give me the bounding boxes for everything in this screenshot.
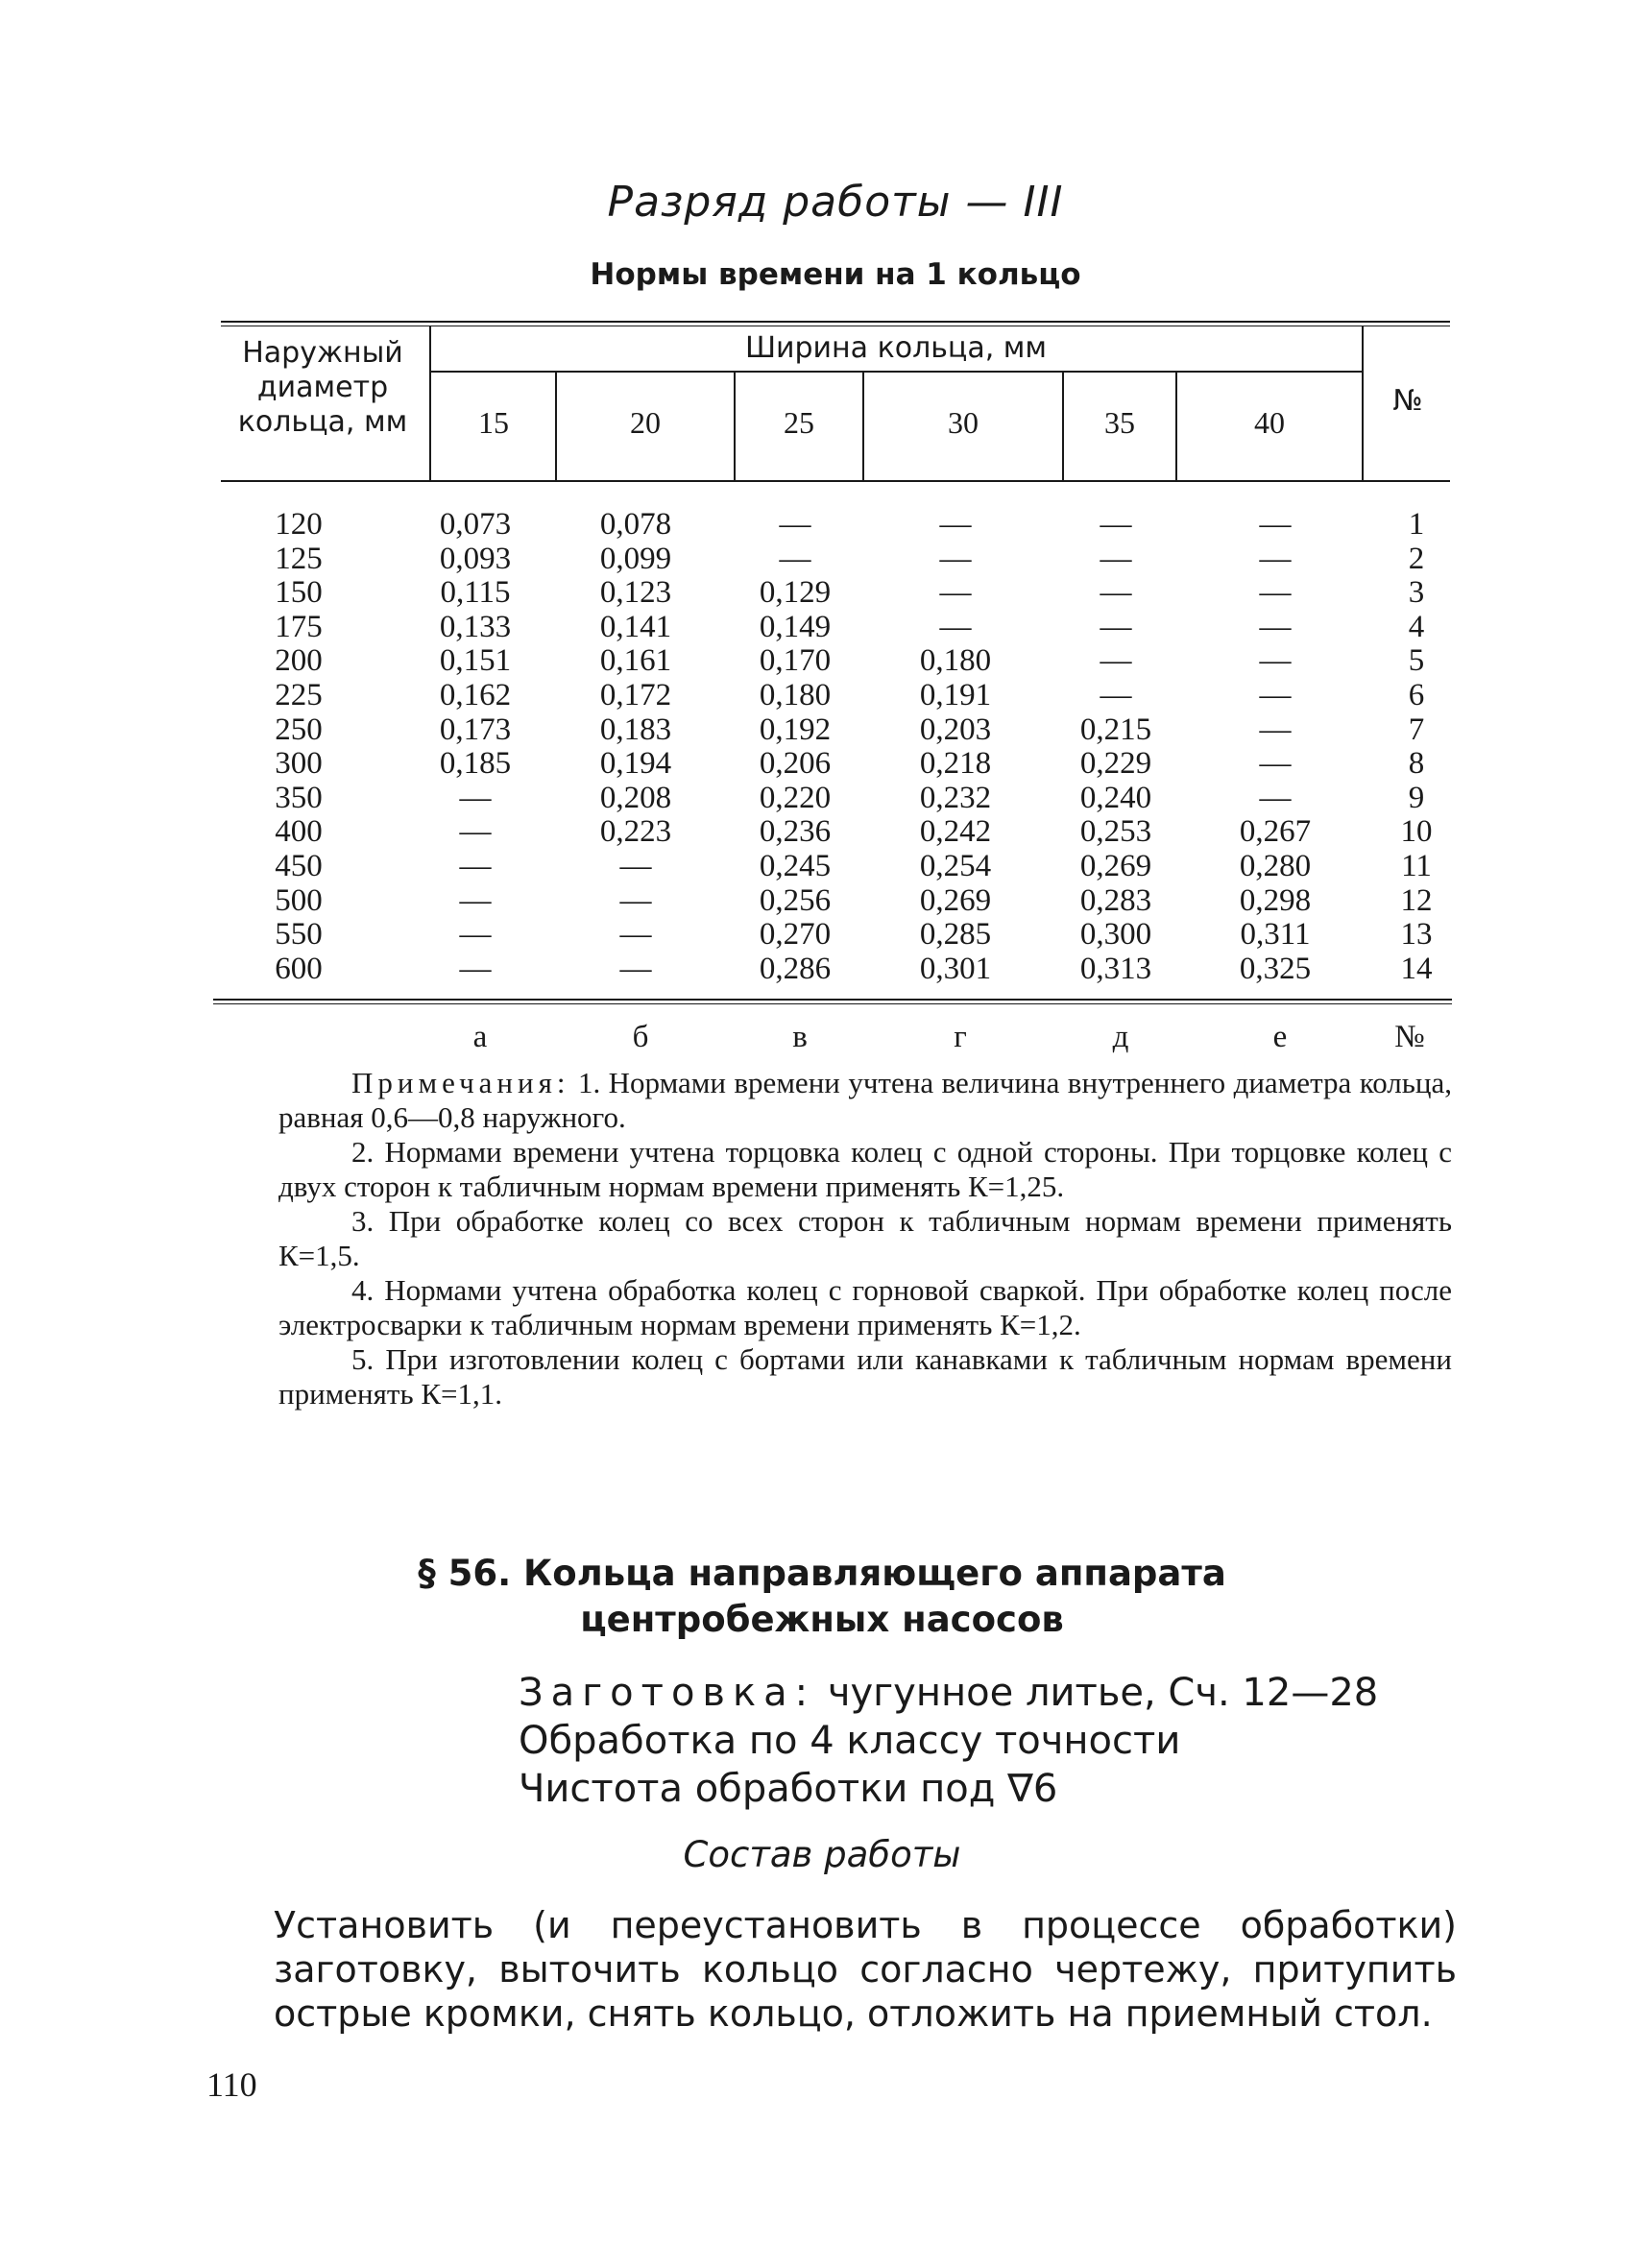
value-cell: — [1100, 678, 1132, 712]
section-title-line2: центробежных насосов [580, 1599, 1064, 1640]
row-number-cell: 3 [1408, 575, 1425, 611]
diameter-cell: 500 [275, 882, 323, 918]
note-1 [278, 1066, 1452, 1135]
value-cell: — [939, 575, 972, 611]
value-cell: 0,256 [759, 882, 832, 918]
table-row [0, 712, 1644, 747]
diameter-cell: 400 [275, 814, 323, 850]
diameter-header-line3: кольца, мм [237, 405, 408, 439]
diameter-header-line1: Наружный [242, 336, 403, 370]
value-cell: 0,240 [1079, 780, 1152, 815]
value-cell: 0,285 [919, 917, 992, 953]
value-cell: 0,183 [599, 712, 672, 747]
table-bottom-rule-2 [213, 1003, 1452, 1004]
value-cell: — [619, 849, 652, 883]
width-40: 40 [1254, 405, 1285, 440]
value-cell: 0,311 [1240, 917, 1311, 953]
col-letter-g: г [954, 1020, 967, 1054]
value-cell: 0,269 [1079, 849, 1152, 883]
value-cell: — [939, 541, 972, 576]
value-cell: — [619, 951, 652, 986]
value-cell: 0,192 [759, 712, 832, 747]
value-cell: 0,149 [759, 609, 832, 644]
value-cell: — [1100, 507, 1132, 542]
width-15: 15 [478, 405, 509, 440]
row-number-cell: 13 [1400, 917, 1433, 953]
diameter-header-line2: диаметр [256, 371, 389, 404]
value-cell: 0,220 [759, 780, 832, 815]
diameter-cell: 250 [275, 712, 323, 747]
value-cell: 0,078 [599, 507, 672, 542]
width-30: 30 [948, 405, 979, 440]
section-title-line1: § 56. Кольца направляющего аппарата [418, 1553, 1226, 1594]
value-cell: — [459, 917, 492, 953]
value-cell: — [1259, 507, 1292, 542]
diameter-header [217, 336, 428, 440]
value-cell: 0,300 [1079, 917, 1152, 953]
value-cell: — [939, 507, 972, 542]
row-number-cell: 8 [1408, 746, 1425, 782]
value-cell: 0,236 [759, 814, 832, 850]
table-top-rule [221, 321, 1450, 323]
value-cell: 0,232 [919, 780, 992, 815]
value-cell: 0,218 [919, 746, 992, 782]
value-cell: — [459, 951, 492, 986]
value-cell: 0,170 [759, 643, 832, 679]
workpiece-value: чугунное литье, Сч. 12—28 [827, 1671, 1379, 1715]
diameter-cell: 200 [275, 643, 323, 679]
grade-title: Разряд работы — III [607, 178, 1064, 227]
diameter-cell: 550 [275, 917, 323, 953]
note-4: 4. Нормами учтена обработка колец с горновой сваркой. При обработке колец после электросварки к табличным нормам времени применять К=1,2. [278, 1273, 1452, 1341]
value-cell: — [1100, 541, 1132, 576]
value-cell: — [619, 917, 652, 953]
value-cell: 0,141 [599, 609, 672, 644]
value-cell: — [939, 609, 972, 644]
col-letter-no: № [1394, 1020, 1425, 1054]
diameter-cell: 600 [275, 951, 323, 986]
value-cell: 0,203 [919, 712, 992, 747]
row-number-cell: 5 [1408, 643, 1425, 679]
table-bottom-rule [213, 999, 1452, 1001]
row-number-cell: 14 [1400, 951, 1433, 986]
row-number-cell: 6 [1408, 678, 1425, 712]
value-cell: — [459, 849, 492, 883]
value-cell: 0,208 [599, 780, 672, 815]
col-letter-d: д [1112, 1020, 1129, 1054]
value-cell: 0,269 [919, 882, 992, 918]
row-number-cell: 4 [1408, 609, 1425, 644]
accuracy-line: Обработка по 4 классу точности [519, 1719, 1181, 1763]
diameter-cell: 150 [275, 575, 323, 611]
finish-line: Чистота обработки под ∇6 [519, 1767, 1058, 1811]
diameter-cell: 120 [275, 507, 323, 542]
value-cell: — [1259, 643, 1292, 679]
table-row [0, 883, 1644, 918]
table-row [0, 746, 1644, 781]
diameter-cell: 125 [275, 541, 323, 576]
value-cell: 0,099 [599, 541, 672, 576]
value-cell: — [1100, 643, 1132, 679]
value-cell: 0,162 [439, 678, 512, 712]
row-number-cell: 2 [1408, 541, 1425, 576]
value-cell: 0,180 [759, 678, 832, 712]
value-cell: — [1259, 746, 1292, 782]
value-cell: 0,206 [759, 746, 832, 782]
value-cell: 0,161 [599, 643, 672, 679]
header-bottom-rule [221, 480, 1450, 482]
value-cell: 0,151 [439, 643, 512, 679]
value-cell: 0,253 [1079, 814, 1152, 850]
value-cell: 0,093 [439, 541, 512, 576]
note-3: 3. При обработке колец со всех сторон к табличным нормам времени применять К=1,5. [278, 1204, 1452, 1272]
composition-title: Состав работы [683, 1834, 961, 1875]
value-cell: — [459, 882, 492, 918]
value-cell: — [459, 814, 492, 850]
row-number-cell: 12 [1400, 882, 1433, 918]
value-cell: — [459, 780, 492, 815]
section-title [0, 1551, 1644, 1643]
value-cell: 0,280 [1239, 849, 1312, 883]
width-header-rule [430, 371, 1362, 373]
row-number-cell: 7 [1408, 712, 1425, 747]
note-1-text: 1. Нормами времени учтена величина внутреннего диаметра кольца, равная 0,6—0,8 наружного. [278, 1066, 1452, 1134]
note-2: 2. Нормами времени учтена торцовка колец с одной стороны. При торцовке колец с двух сторон к табличным нормам времени применять К=1,25. [278, 1135, 1452, 1203]
row-number-cell: 10 [1400, 814, 1433, 850]
value-cell: — [619, 882, 652, 918]
no-header: № [1392, 384, 1423, 418]
value-cell: 0,180 [919, 643, 992, 679]
value-cell: 0,215 [1079, 712, 1152, 747]
value-cell: — [779, 541, 811, 576]
table-row [0, 507, 1644, 542]
col-letter-v: в [792, 1020, 808, 1054]
value-cell: 0,325 [1239, 951, 1312, 986]
value-cell: 0,301 [919, 951, 992, 986]
col-letter-a: а [472, 1020, 488, 1054]
value-cell: 0,133 [439, 609, 512, 644]
width-20: 20 [630, 405, 661, 440]
value-cell: 0,298 [1239, 882, 1312, 918]
diameter-cell: 450 [275, 849, 323, 883]
value-cell: — [1259, 541, 1292, 576]
note-5: 5. При изготовлении колец с бортами или канавками к табличным нормам времени применять К=1,1. [278, 1342, 1452, 1411]
value-cell: 0,191 [919, 678, 992, 712]
notes [278, 1066, 1452, 1411]
table-row [0, 814, 1644, 849]
row-number-cell: 1 [1408, 507, 1425, 542]
value-cell: 0,172 [599, 678, 672, 712]
workpiece-label: Заготовка: [519, 1671, 816, 1715]
table-row [0, 542, 1644, 576]
value-cell: — [1259, 678, 1292, 712]
value-cell: 0,129 [759, 575, 832, 611]
table-row [0, 849, 1644, 883]
value-cell: 0,115 [440, 575, 511, 611]
table-row [0, 781, 1644, 815]
table-row [0, 575, 1644, 610]
notes-label: Примечания: [351, 1066, 570, 1099]
col-letter-b: б [632, 1020, 649, 1054]
value-cell: 0,185 [439, 746, 512, 782]
value-cell: 0,194 [599, 746, 672, 782]
table-caption: Нормы времени на 1 кольцо [590, 257, 1081, 292]
value-cell: 0,313 [1079, 951, 1152, 986]
value-cell: 0,267 [1239, 814, 1312, 850]
value-cell: 0,173 [439, 712, 512, 747]
table-row [0, 678, 1644, 712]
workpiece-block [519, 1669, 1378, 1813]
value-cell: 0,073 [439, 507, 512, 542]
value-cell: — [1100, 575, 1132, 611]
page-number: 110 [206, 2065, 257, 2104]
width-35: 35 [1104, 405, 1135, 440]
value-cell: 0,223 [599, 814, 672, 850]
row-number-cell: 9 [1408, 780, 1425, 815]
value-cell: 0,270 [759, 917, 832, 953]
value-cell: — [779, 507, 811, 542]
diameter-cell: 175 [275, 609, 323, 644]
value-cell: — [1259, 609, 1292, 644]
value-cell: — [1259, 575, 1292, 611]
workpiece-line [519, 1669, 1378, 1717]
diameter-cell: 225 [275, 678, 323, 712]
diameter-cell: 300 [275, 746, 323, 782]
table-row [0, 610, 1644, 644]
diameter-cell: 350 [275, 780, 323, 815]
value-cell: 0,242 [919, 814, 992, 850]
row-number-cell: 11 [1401, 849, 1432, 883]
value-cell: — [1259, 780, 1292, 815]
value-cell: — [1100, 609, 1132, 644]
value-cell: 0,283 [1079, 882, 1152, 918]
value-cell: 0,286 [759, 951, 832, 986]
width-25: 25 [784, 405, 814, 440]
value-cell: 0,254 [919, 849, 992, 883]
table-row [0, 643, 1644, 678]
value-cell: — [1259, 712, 1292, 747]
width-header: Ширина кольца, мм [744, 331, 1048, 365]
table-row [0, 917, 1644, 952]
value-cell: 0,229 [1079, 746, 1152, 782]
value-cell: 0,123 [599, 575, 672, 611]
col-letter-e: е [1272, 1020, 1288, 1054]
table-row [0, 952, 1644, 986]
value-cell: 0,245 [759, 849, 832, 883]
composition-text: Установить (и переустановить в процессе обработки) заготовку, выточить кольцо согласно чертежу, притупить острые кромки, снять кольцо, отложить на приемный стол. [274, 1904, 1457, 2035]
